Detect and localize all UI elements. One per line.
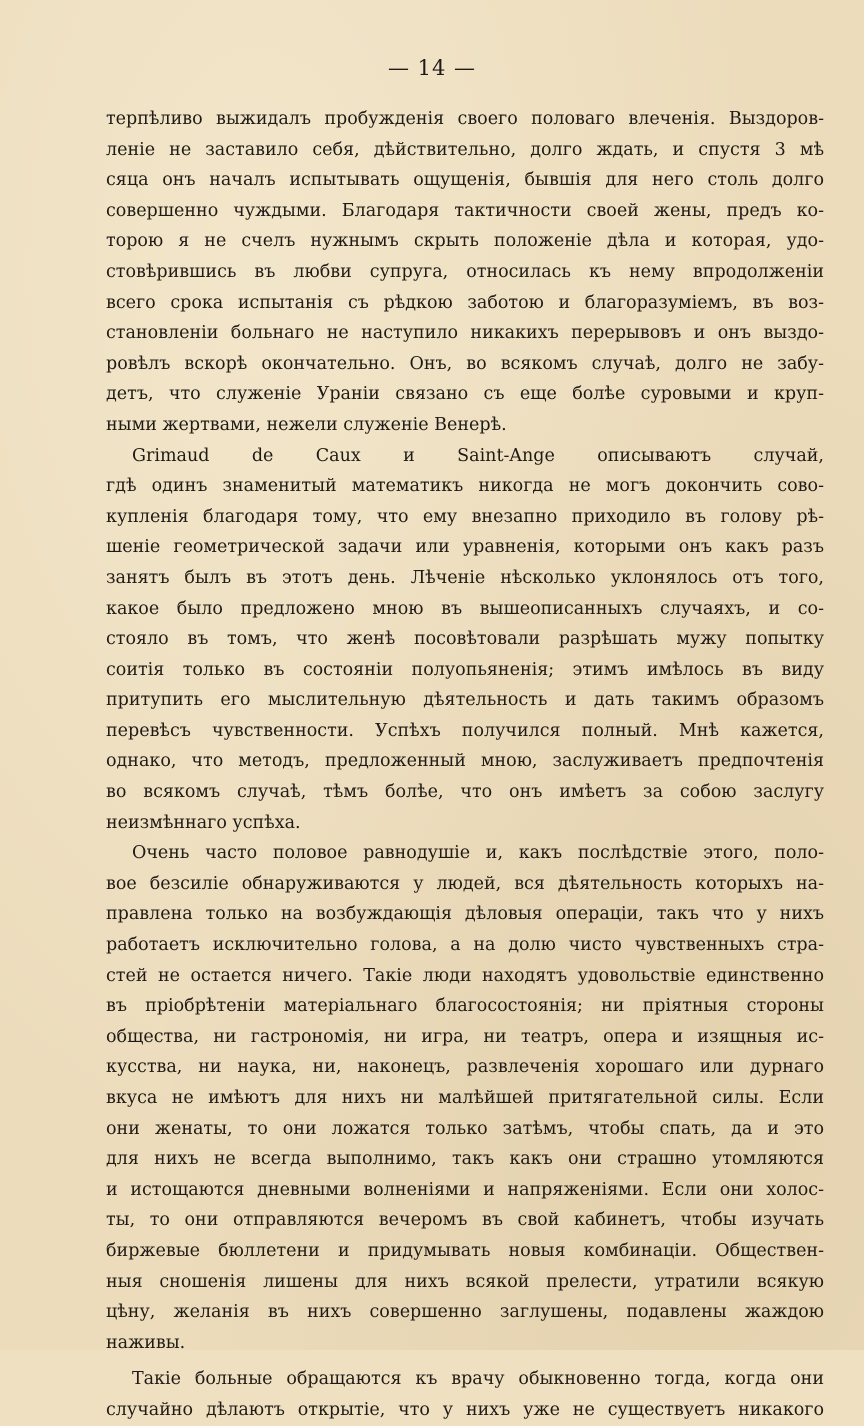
text-line: терпѣливо выжидалъ пробужденія своего половаго влеченія. Выздоров- <box>106 109 824 129</box>
text-line: гдѣ одинъ знаменитый математикъ никогда не могъ докончить сово- <box>106 476 824 497</box>
text-line: занятъ былъ въ этотъ день. Лѣченіе нѣсколько уклонялось отъ того, <box>106 567 824 588</box>
text-line: Такіе больные обращаются къ врачу обыкновенно тогда, когда они <box>132 1369 824 1390</box>
text-line: становленіи больнаго не наступило никакихъ перерывовъ и онъ выздо- <box>106 323 824 344</box>
text-line: кусства, ни наука, ни, наконецъ, развлеченія хорошаго или дурнаго <box>106 1057 824 1078</box>
text-line: для нихъ не всегда выполнимо, такъ какъ они страшно утомляются <box>106 1149 824 1170</box>
text-line: Grimaud de Caux и Saint-Ange описываютъ случай, <box>132 445 824 466</box>
text-line: однако, что методъ, предложенный мною, заслуживаетъ предпочтенія <box>106 751 824 772</box>
text-line: торою я не счелъ нужнымъ скрыть положеніе дѣла и которая, удо- <box>106 231 824 252</box>
text-line: детъ, что служеніе Ураніи связано съ еще болѣе суровыми и круп- <box>106 384 824 405</box>
text-line: вое безсиліе обнаруживаются у людей, вся дѣятельность которыхъ на- <box>106 873 824 894</box>
text-line: стей не остается ничего. Такіе люди находятъ удовольствіе единственно <box>106 965 824 986</box>
text-line: совершенно чуждыми. Благодаря тактичности своей жены, предъ ко- <box>106 200 824 221</box>
text-line: соитія только въ состояніи полуопьяненія; этимъ имѣлось въ виду <box>106 659 824 680</box>
text-line: какое было предложено мною въ вышеописанныхъ случаяхъ, и со- <box>106 598 824 619</box>
text-line: леніе не заставило себя, дѣйствительно, долго ждать, и спустя 3 мѣ <box>106 139 824 160</box>
text-line: купленія благодаря тому, что ему внезапно приходило въ голову рѣ- <box>106 506 824 527</box>
paragraph-1 <box>106 104 824 441</box>
text-line: биржевые бюллетени и придумывать новыя комбинаціи. Обществен- <box>106 1240 824 1261</box>
text-line: сяца онъ началъ испытывать ощущенія, бывшія для него столь долго <box>106 170 824 191</box>
text-line: вкуса не имѣютъ для нихъ ни малѣйшей притягательной силы. Если <box>106 1088 824 1108</box>
text-line: всего срока испытанія съ рѣдкою заботою и благоразуміемъ, въ воз- <box>106 292 824 313</box>
text-line: Очень часто половое равнодушіе и, какъ послѣдствіе этого, поло- <box>132 843 824 864</box>
text-line: работаетъ исключительно голова, а на долю чисто чувственныхъ стра- <box>106 935 824 956</box>
text-line: перевѣсъ чувственности. Успѣхъ получился полный. Мнѣ кажется, <box>106 720 824 741</box>
text-line: наживы. <box>106 1332 186 1353</box>
text-line: ровѣлъ вскорѣ окончательно. Онъ, во всякомъ случаѣ, долго не забу- <box>106 353 824 374</box>
text-line: въ пріобрѣтеніи матеріальнаго благосостоянія; ни пріятныя стороны <box>106 996 824 1017</box>
paragraph-3 <box>106 838 824 1358</box>
text-line: правлена только на возбуждающія дѣловыя операціи, такъ что у нихъ <box>106 904 824 925</box>
text-line: неизмѣннаго успѣха. <box>106 812 301 833</box>
text-line: и истощаются дневными волненіями и напряженіями. Если они холос- <box>106 1179 824 1200</box>
text-line: ныя сношенія лишены для нихъ всякой прелести, утратили всякую <box>106 1271 824 1292</box>
text-line: шеніе геометрической задачи или уравненія, которыми онъ какъ разъ <box>106 537 824 558</box>
text-line: стовѣрившись въ любви супруга, относилась къ нему впродолженіи <box>106 261 824 282</box>
paragraph-4 <box>106 1364 824 1425</box>
body-text <box>106 104 824 1426</box>
text-line: во всякомъ случаѣ, тѣмъ болѣе, что онъ имѣетъ за собою заслугу <box>106 782 824 803</box>
page-number: — 14 — <box>387 56 477 80</box>
text-line: ными жертвами, нежели служеніе Венерѣ. <box>106 414 507 435</box>
text-line: общества, ни гастрономія, ни игра, ни театръ, опера и изящныя ис- <box>106 1026 824 1047</box>
text-line: ты, то они отправляются вечеромъ въ свой кабинетъ, чтобы изучать <box>106 1210 824 1231</box>
text-line: они женаты, то они ложатся только затѣмъ, чтобы спать, да и это <box>106 1118 824 1139</box>
text-line: случайно дѣлаютъ открытіе, что у нихъ уже не существуетъ никакого <box>106 1399 824 1420</box>
text-line: цѣну, желанія въ нихъ совершенно заглушены, подавлены жаждою <box>106 1302 824 1323</box>
text-line: притупить его мыслительную дѣятельность и дать такимъ образомъ <box>106 690 824 711</box>
paragraph-2 <box>106 441 824 839</box>
text-line: стояло въ томъ, что женѣ посовѣтовали разрѣшать мужу попытку <box>106 629 824 650</box>
